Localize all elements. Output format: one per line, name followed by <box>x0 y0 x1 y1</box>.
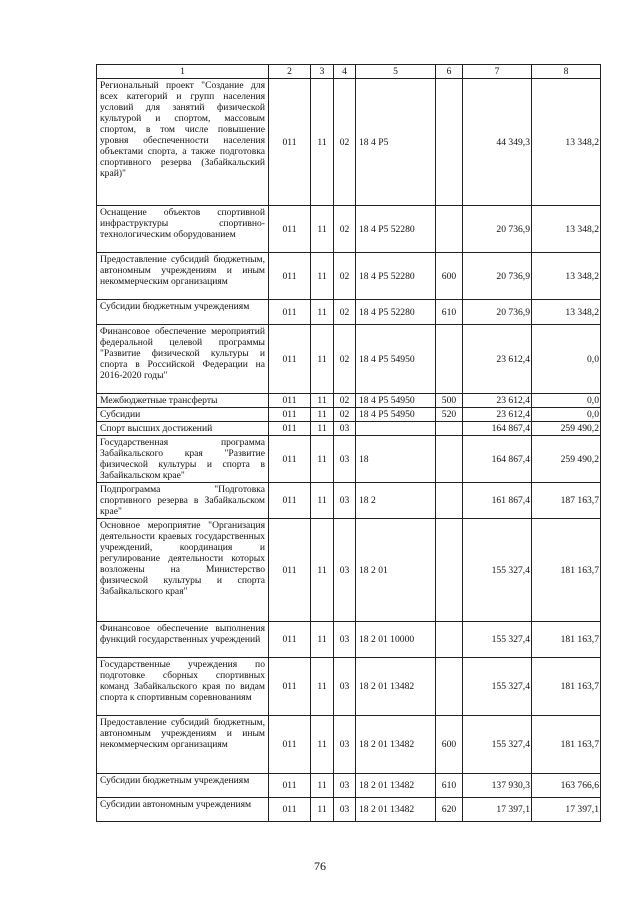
expense-type-code <box>436 422 463 436</box>
row-name: Предоставление субсидий бюджетным, автономным учреждениям и иным некоммерческим организациям <box>97 253 269 300</box>
row-name: Субсидии <box>97 408 269 422</box>
row-name: Субсидии автономным учреждениям <box>97 798 269 822</box>
target-article-code: 18 4 P5 52280 <box>356 253 436 300</box>
amount-year-2: 13 348,2 <box>532 206 601 253</box>
subsection-code: 02 <box>334 79 356 206</box>
row-name: Финансовое обеспечение мероприятий федеральной целевой программы "Развитие физической культуры и спорта в Российской Федерации на 2016-2020 годы" <box>97 325 269 394</box>
subsection-code: 03 <box>334 519 356 622</box>
column-number-row <box>97 65 601 79</box>
section-code: 11 <box>311 325 334 394</box>
section-code: 11 <box>311 774 334 798</box>
amount-year-1: 155 327,4 <box>463 716 532 774</box>
ministry-code: 011 <box>269 716 311 774</box>
amount-year-1: 164 867,4 <box>463 436 532 483</box>
subsection-code: 03 <box>334 716 356 774</box>
amount-year-2: 0,0 <box>532 394 601 408</box>
amount-year-1: 155 327,4 <box>463 519 532 622</box>
ministry-code: 011 <box>269 519 311 622</box>
section-code: 11 <box>311 422 334 436</box>
column-number: 5 <box>356 65 436 79</box>
row-name: Государственная программа Забайкальского края "Развитие физической культуры и спорта в Забайкальском крае" <box>97 436 269 483</box>
row-name: Субсидии бюджетным учреждениям <box>97 300 269 325</box>
section-code: 11 <box>311 798 334 822</box>
expense-type-code <box>436 79 463 206</box>
section-code: 11 <box>311 622 334 658</box>
expense-type-code: 610 <box>436 774 463 798</box>
subsection-code: 03 <box>334 436 356 483</box>
section-code: 11 <box>311 658 334 716</box>
amount-year-1: 17 397,1 <box>463 798 532 822</box>
row-name: Оснащение объектов спортивной инфраструктуры спортивно-технологическим оборудованием <box>97 206 269 253</box>
column-number: 7 <box>463 65 532 79</box>
amount-year-2: 13 348,2 <box>532 253 601 300</box>
table-row <box>97 394 601 408</box>
table-row <box>97 483 601 519</box>
column-number: 3 <box>311 65 334 79</box>
target-article-code: 18 2 01 <box>356 519 436 622</box>
expense-type-code: 610 <box>436 300 463 325</box>
section-code: 11 <box>311 79 334 206</box>
section-code: 11 <box>311 483 334 519</box>
table-row <box>97 206 601 253</box>
amount-year-1: 20 736,9 <box>463 253 532 300</box>
target-article-code: 18 4 P5 54950 <box>356 394 436 408</box>
section-code: 11 <box>311 253 334 300</box>
amount-year-1: 44 349,3 <box>463 79 532 206</box>
ministry-code: 011 <box>269 253 311 300</box>
subsection-code: 02 <box>334 300 356 325</box>
ministry-code: 011 <box>269 79 311 206</box>
table-row <box>97 300 601 325</box>
ministry-code: 011 <box>269 206 311 253</box>
subsection-code: 03 <box>334 622 356 658</box>
table-row <box>97 519 601 622</box>
budget-table <box>96 64 601 822</box>
amount-year-1: 23 612,4 <box>463 325 532 394</box>
row-name: Финансовое обеспечение выполнения функций государственных учреждений <box>97 622 269 658</box>
expense-type-code <box>436 483 463 519</box>
amount-year-2: 0,0 <box>532 408 601 422</box>
subsection-code: 02 <box>334 394 356 408</box>
target-article-code <box>356 422 436 436</box>
ministry-code: 011 <box>269 798 311 822</box>
target-article-code: 18 2 01 13482 <box>356 774 436 798</box>
amount-year-1: 155 327,4 <box>463 622 532 658</box>
expense-type-code <box>436 622 463 658</box>
ministry-code: 011 <box>269 408 311 422</box>
subsection-code: 03 <box>334 798 356 822</box>
table-row <box>97 716 601 774</box>
target-article-code: 18 2 01 10000 <box>356 622 436 658</box>
table-row <box>97 774 601 798</box>
amount-year-1: 155 327,4 <box>463 658 532 716</box>
row-name: Субсидии бюджетным учреждениям <box>97 774 269 798</box>
target-article-code: 18 4 P5 54950 <box>356 408 436 422</box>
subsection-code: 02 <box>334 325 356 394</box>
table-row <box>97 408 601 422</box>
row-name: Межбюджетные трансферты <box>97 394 269 408</box>
column-number: 6 <box>436 65 463 79</box>
ministry-code: 011 <box>269 483 311 519</box>
expense-type-code: 620 <box>436 798 463 822</box>
column-number: 4 <box>334 65 356 79</box>
ministry-code: 011 <box>269 774 311 798</box>
section-code: 11 <box>311 519 334 622</box>
subsection-code: 02 <box>334 253 356 300</box>
subsection-code: 03 <box>334 658 356 716</box>
amount-year-2: 181 163,7 <box>532 622 601 658</box>
amount-year-1: 164 867,4 <box>463 422 532 436</box>
amount-year-2: 181 163,7 <box>532 658 601 716</box>
subsection-code: 02 <box>334 206 356 253</box>
amount-year-2: 13 348,2 <box>532 300 601 325</box>
section-code: 11 <box>311 436 334 483</box>
amount-year-2: 187 163,7 <box>532 483 601 519</box>
section-code: 11 <box>311 394 334 408</box>
row-name: Подпрограмма "Подготовка спортивного резерва в Забайкальском крае" <box>97 483 269 519</box>
column-number: 1 <box>97 65 269 79</box>
amount-year-1: 137 930,3 <box>463 774 532 798</box>
subsection-code: 03 <box>334 422 356 436</box>
subsection-code: 03 <box>334 483 356 519</box>
ministry-code: 011 <box>269 325 311 394</box>
target-article-code: 18 4 P5 52280 <box>356 300 436 325</box>
column-number: 8 <box>532 65 601 79</box>
amount-year-2: 0,0 <box>532 325 601 394</box>
expense-type-code <box>436 519 463 622</box>
table-row <box>97 253 601 300</box>
table-row <box>97 798 601 822</box>
expense-type-code: 600 <box>436 716 463 774</box>
table-row <box>97 622 601 658</box>
section-code: 11 <box>311 206 334 253</box>
ministry-code: 011 <box>269 394 311 408</box>
expense-type-code: 500 <box>436 394 463 408</box>
target-article-code: 18 4 P5 54950 <box>356 325 436 394</box>
amount-year-2: 17 397,1 <box>532 798 601 822</box>
row-name: Региональный проект "Создание для всех категорий и групп населения условий для занятий физической культурой и спортом, массовым спортом, в том числе повышение уровня обеспеченности населения объектами спорта, а также подготовка спортивного резерва (Забайкальский край)" <box>97 79 269 206</box>
target-article-code: 18 2 <box>356 483 436 519</box>
section-code: 11 <box>311 716 334 774</box>
amount-year-2: 13 348,2 <box>532 79 601 206</box>
amount-year-2: 163 766,6 <box>532 774 601 798</box>
expense-type-code <box>436 206 463 253</box>
subsection-code: 03 <box>334 774 356 798</box>
ministry-code: 011 <box>269 658 311 716</box>
subsection-code: 02 <box>334 408 356 422</box>
expense-type-code <box>436 436 463 483</box>
section-code: 11 <box>311 300 334 325</box>
ministry-code: 011 <box>269 622 311 658</box>
amount-year-2: 181 163,7 <box>532 716 601 774</box>
target-article-code: 18 <box>356 436 436 483</box>
table-row <box>97 422 601 436</box>
amount-year-1: 161 867,4 <box>463 483 532 519</box>
ministry-code: 011 <box>269 422 311 436</box>
column-number: 2 <box>269 65 311 79</box>
amount-year-2: 181 163,7 <box>532 519 601 622</box>
target-article-code: 18 4 P5 <box>356 79 436 206</box>
row-name: Государственные учреждения по подготовке сборных спортивных команд Забайкальского края по видам спорта к спортивным соревнованиям <box>97 658 269 716</box>
expense-type-code: 520 <box>436 408 463 422</box>
amount-year-1: 20 736,9 <box>463 206 532 253</box>
amount-year-2: 259 490,2 <box>532 422 601 436</box>
amount-year-1: 20 736,9 <box>463 300 532 325</box>
target-article-code: 18 4 P5 52280 <box>356 206 436 253</box>
amount-year-1: 23 612,4 <box>463 394 532 408</box>
row-name: Основное мероприятие "Организация деятельности краевых государственных учреждений, координация и регулирование деятельности которых возложены на Министерство физической культуры и спорта Забайкальского края" <box>97 519 269 622</box>
expense-type-code <box>436 658 463 716</box>
amount-year-1: 23 612,4 <box>463 408 532 422</box>
target-article-code: 18 2 01 13482 <box>356 716 436 774</box>
expense-type-code: 600 <box>436 253 463 300</box>
table-row <box>97 325 601 394</box>
table-row <box>97 79 601 206</box>
ministry-code: 011 <box>269 300 311 325</box>
target-article-code: 18 2 01 13482 <box>356 658 436 716</box>
table-row <box>97 436 601 483</box>
table-row <box>97 658 601 716</box>
expense-type-code <box>436 325 463 394</box>
page-number: 76 <box>314 859 326 873</box>
amount-year-2: 259 490,2 <box>532 436 601 483</box>
ministry-code: 011 <box>269 436 311 483</box>
row-name: Предоставление субсидий бюджетным, автономным учреждениям и иным некоммерческим организациям <box>97 716 269 774</box>
section-code: 11 <box>311 408 334 422</box>
target-article-code: 18 2 01 13482 <box>356 798 436 822</box>
row-name: Спорт высших достижений <box>97 422 269 436</box>
